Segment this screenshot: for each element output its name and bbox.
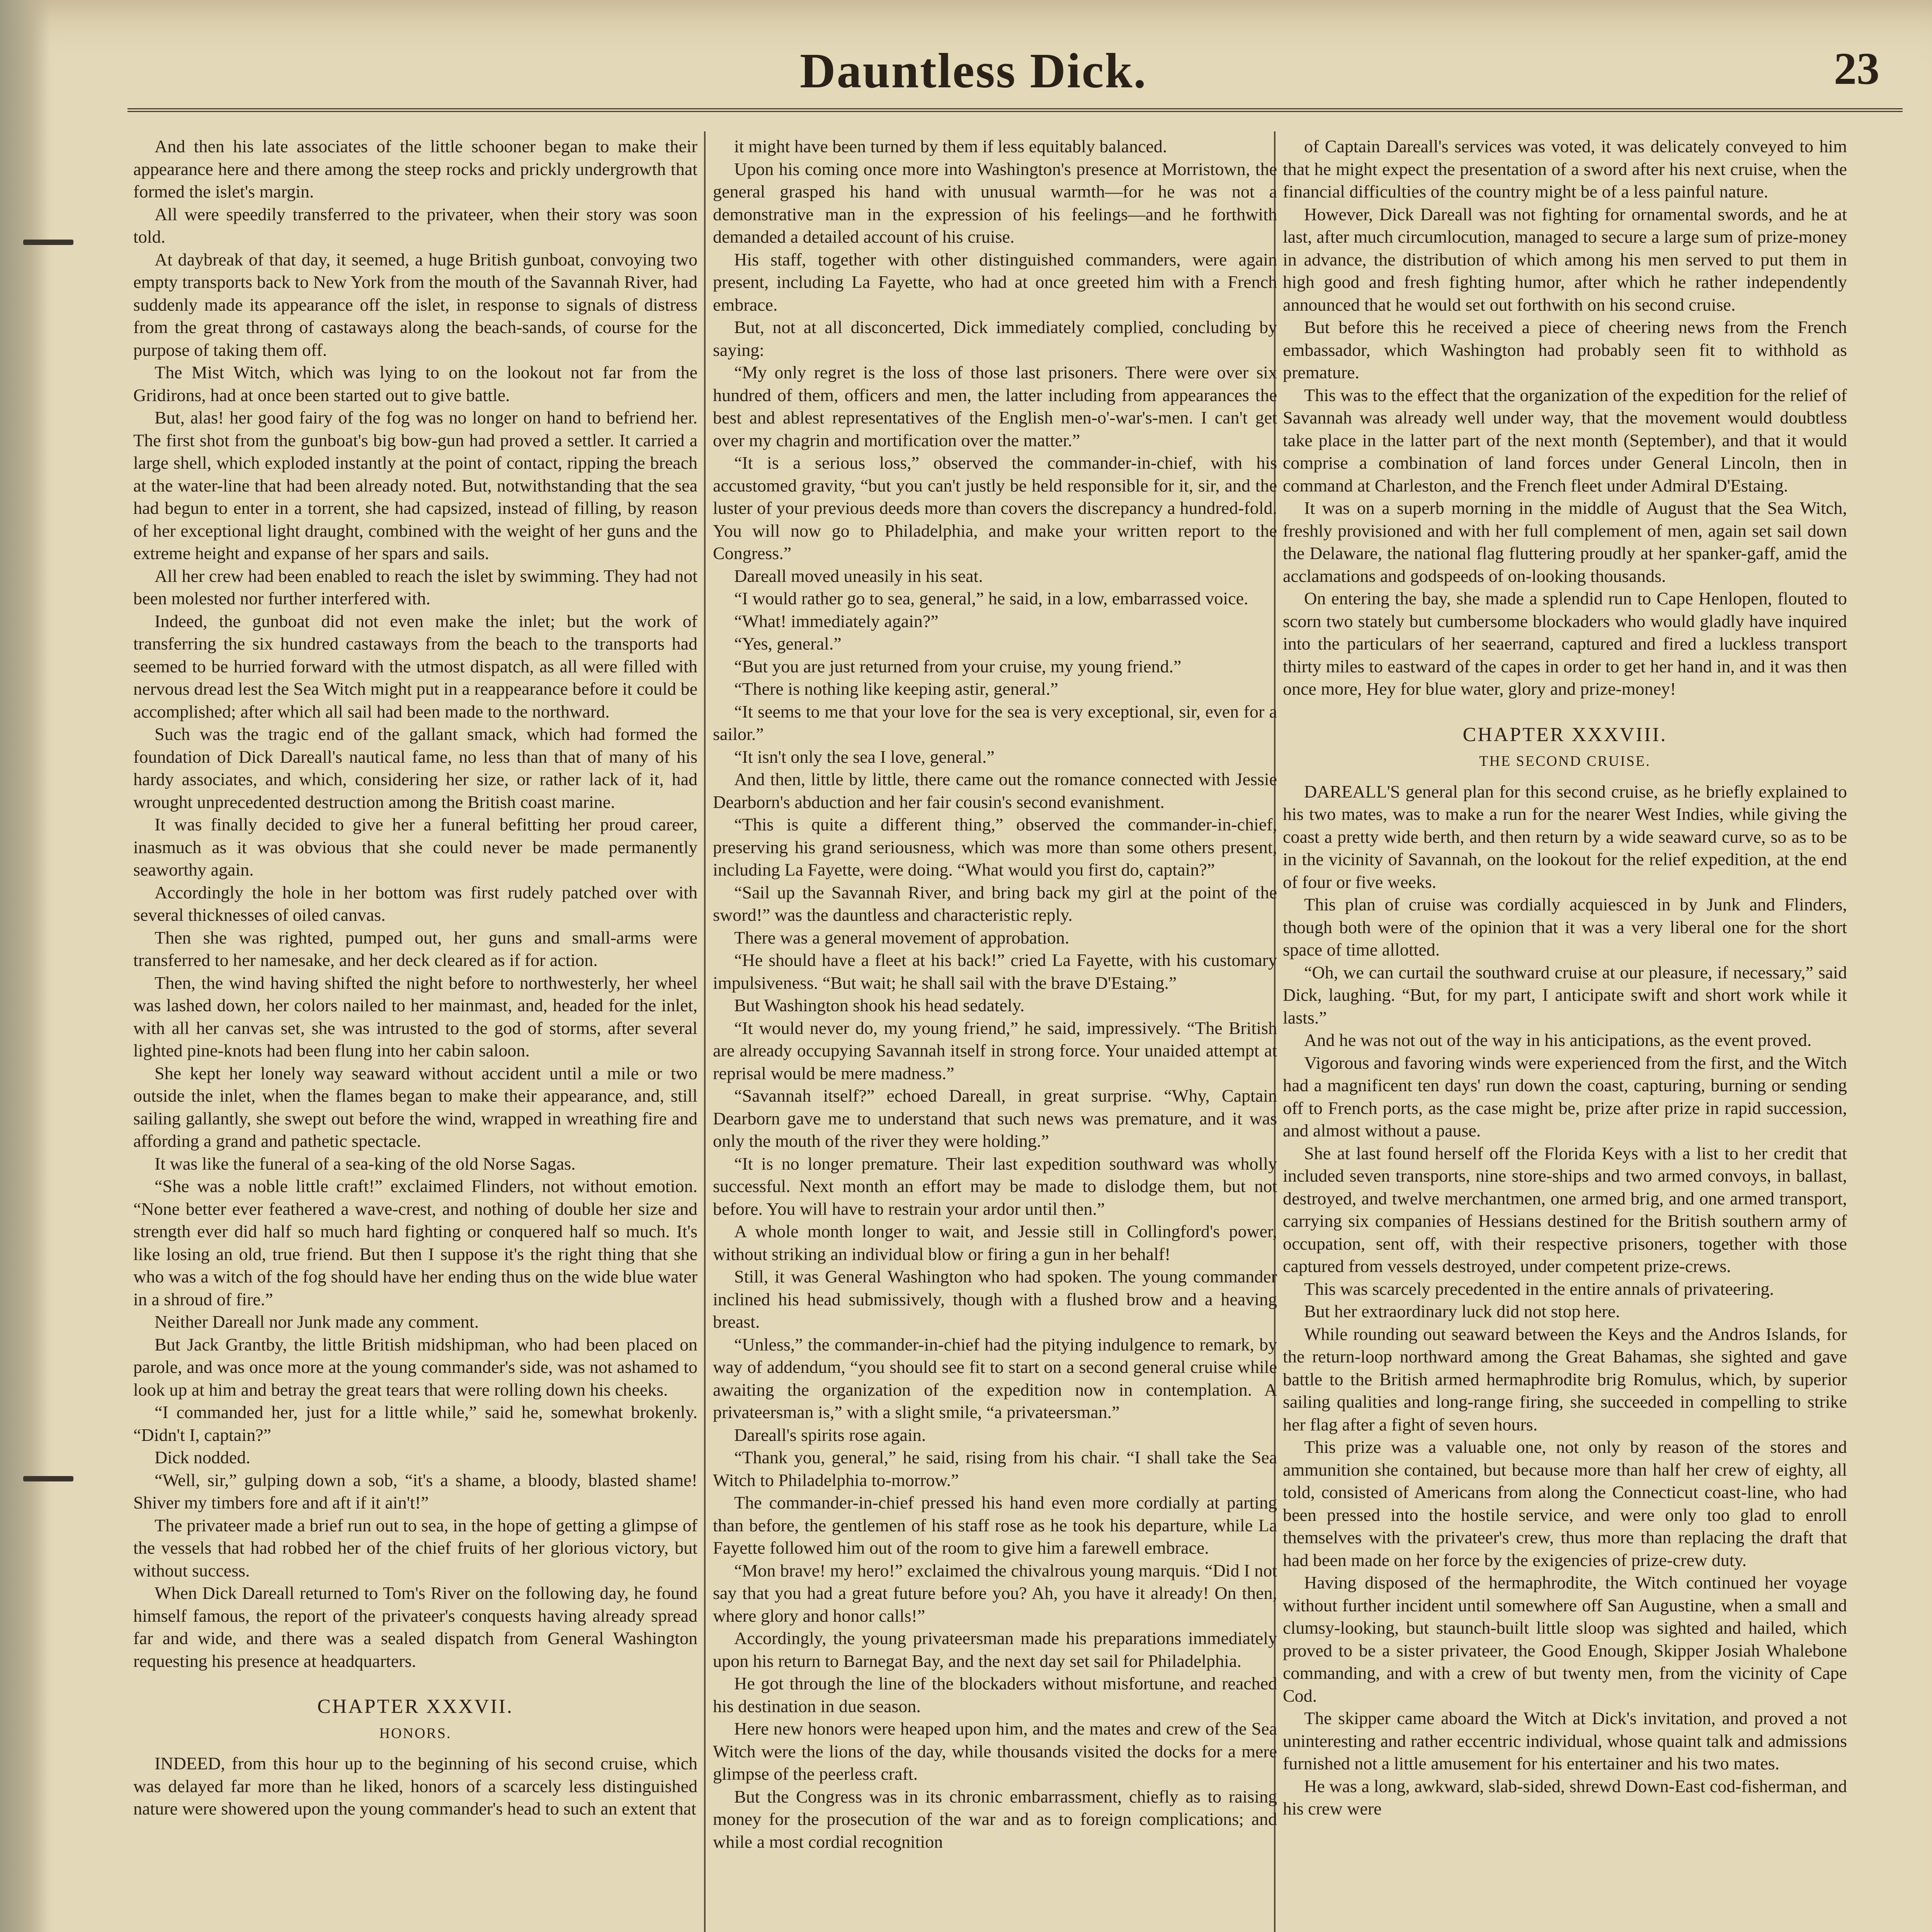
paragraph: “Mon brave! my hero!” exclaimed the chivalrous young marquis. “Did I not say that you had a great future before you? Ah, you have it already! On then, where glory and honor calls!” bbox=[713, 1560, 1277, 1626]
paragraph: DAREALL'S general plan for this second cruise, as he briefly explained to his two mates, was to make a run for the nearer West Indies, while giving the coast a pretty wide berth, and then return by a wide seaward curve, so as to be in the vicinity of Savannah, on the lookout for the relief expedition, at the end of four or five weeks. bbox=[1283, 781, 1847, 892]
paragraph: it might have been turned by them if less equitably balanced. bbox=[734, 136, 1167, 156]
paragraph: At daybreak of that day, it seemed, a huge British gunboat, convoying two empty transports back to New York from the mouth of the Savannah River, had suddenly made its appearance off the islet, in response to signals of distress from the great throng of castaways along the beach-sands, of course for the purpose of taking them off. bbox=[133, 249, 697, 360]
paragraph: “Thank you, general,” he said, rising from his chair. “I shall take the Sea Witch to Philadelphia to-morrow.” bbox=[713, 1447, 1277, 1490]
text-column-2 bbox=[713, 135, 1277, 1932]
paragraph: This prize was a valuable one, not only by reason of the stores and ammunition she contained, but because more than half her crew of eighty, all told, consisted of Americans from along the Connecticut coast-line, who had been pressed into the hostile service, and were only too glad to enroll themselves with the privateer's crew, thus more than replacing the draft that had been made on her force by the exigencies of prize-crew duty. bbox=[1283, 1437, 1847, 1570]
paragraph: “This is quite a different thing,” observed the commander-in-chief, preserving his grand seriousness, which was more than some others present, including La Fayette, were doing. “What would you first do, captain?” bbox=[713, 815, 1277, 879]
page-number: 23 bbox=[1834, 43, 1879, 94]
paragraph: “But you are just returned from your cruise, my young friend.” bbox=[734, 656, 1182, 676]
paragraph: Still, it was General Washington who had spoken. The young commander inclined his head submissively, though with a flushed brow and a heaving breast. bbox=[713, 1267, 1277, 1332]
paragraph: But, not at all disconcerted, Dick immediately complied, concluding by saying: bbox=[713, 317, 1277, 360]
paragraph: Neither Dareall nor Junk made any comment. bbox=[155, 1312, 479, 1332]
paragraph: “It is a serious loss,” observed the commander-in-chief, with his accustomed gravity, “but you can't justly be held responsible for it, sir, and the luster of your previous deeds more than covers the discrepancy a hundred-fold. You will now go to Philadelphia, and make your written report to the Congress.” bbox=[713, 453, 1277, 563]
paragraph: His staff, together with other distinguished commanders, were again present, including La Fayette, who had at once greeted him with a French embrace. bbox=[713, 249, 1277, 315]
paragraph: A whole month longer to wait, and Jessie still in Collingford's power, without striking an individual blow or firing a gun in her behalf! bbox=[713, 1221, 1277, 1264]
paragraph: There was a general movement of approbation. bbox=[734, 927, 1070, 947]
paragraph: “Yes, general.” bbox=[734, 634, 842, 653]
paragraph: But before this he received a piece of cheering news from the French embassador, which Washington had probably seen fit to withhold as premature. bbox=[1283, 317, 1847, 382]
paragraph: But Washington shook his head sedately. bbox=[734, 995, 1025, 1015]
paragraph: But, alas! her good fairy of the fog was no longer on hand to befriend her. The first shot from the gunboat's big bow-gun had proved a settler. It carried a large shell, which exploded instantly at the point of contact, ripping the breach at the water-line that had been already noted. But, notwithstanding that the sea had begun to enter in a torrent, she had capsized, instead of filling, by reason of her exceptional light draught, combined with the weight of her guns and the extreme height and expanse of her spars and sails. bbox=[133, 408, 697, 563]
paragraph: All were speedily transferred to the privateer, when their story was soon told. bbox=[133, 204, 697, 247]
paragraph: Here new honors were heaped upon him, and the mates and crew of the Sea Witch were the lions of the day, while thousands visited the docks for a mere glimpse of the peerless craft. bbox=[713, 1719, 1277, 1784]
paragraph: The skipper came aboard the Witch at Dick's invitation, and proved a not uninteresting and rather eccentric individual, whose quaint talk and admissions furnished not a little amusement for his entertainer and his two mates. bbox=[1283, 1708, 1847, 1773]
paragraph: “I commanded her, just for a little while,” said he, somewhat brokenly. “Didn't I, captain?” bbox=[133, 1402, 697, 1445]
binding-edge bbox=[0, 0, 50, 1932]
paragraph: Such was the tragic end of the gallant smack, which had formed the foundation of Dick Dareall's nautical fame, no less than that of many of his hardy associates, and which, considering her size, or rather lack of it, had wrought unprecedented destruction among the British coast marine. bbox=[133, 724, 697, 812]
paragraph: “Savannah itself?” echoed Dareall, in great surprise. “Why, Captain Dearborn gave me to understand that such news was premature, and it was only the mouth of the river they were holding.” bbox=[713, 1086, 1277, 1151]
paragraph: of Captain Dareall's services was voted, it was delicately conveyed to him that he might expect the presentation of a sword after his next cruise, when the financial difficulties of the country might be of a less painful nature. bbox=[1283, 136, 1847, 201]
paragraph: It was on a superb morning in the middle of August that the Sea Witch, freshly provisioned and with her full complement of men, again set sail down the Delaware, the national flag fluttering proudly at her spanker-gaff, amid the acclamations and godspeeds of on-looking thousands. bbox=[1283, 498, 1847, 586]
page-header bbox=[128, 23, 1903, 112]
paragraph: This was scarcely precedented in the entire annals of privateering. bbox=[1304, 1279, 1774, 1299]
paragraph: However, Dick Dareall was not fighting for ornamental swords, and he at last, after much circumlocution, managed to secure a large sum of prize-money in advance, the distribution of which among his men served to put them in high good and fresh fighting humor, after which he rather independently announced that he would set out forthwith on his second cruise. bbox=[1283, 204, 1847, 315]
paragraph: The Mist Witch, which was lying to on the lookout not far from the Gridirons, had at once been started out to give battle. bbox=[133, 362, 697, 405]
paragraph: “My only regret is the loss of those last prisoners. There were over six hundred of them, officers and men, the latter including from appearances the best and ablest representatives of the English men-o'-war's-men. I can't get over my chagrin and mortification over the matter.” bbox=[713, 362, 1277, 450]
text-column-3 bbox=[1283, 135, 1847, 1932]
paragraph: She kept her lonely way seaward without accident until a mile or two outside the inlet, when the flames began to make their appearance, and, still sailing gallantly, she swept out before the wind, wrapped in wreathing fire and affording a grand and pathetic spectacle. bbox=[133, 1063, 697, 1151]
paragraph: “He should have a fleet at his back!” cried La Fayette, with his customary impulsiveness. “But wait; he shall sail with the brave D'Estaing.” bbox=[713, 950, 1277, 993]
paragraph: “It would never do, my young friend,” he said, impressively. “The British are already occupying Savannah itself in strong force. Your unaided attempt at reprisal would be mere madness.” bbox=[713, 1018, 1277, 1083]
paragraph: “She was a noble little craft!” exclaimed Flinders, not without emotion. “None better ever feathered a wave-crest, and nothing of double her size and strength ever did half so much hard fighting or conquered half so much. It's like losing an old, true friend. But then I suppose it's the right thing that she who was a witch of the fog should have her ending thus on the wide blue water in a shroud of fire.” bbox=[133, 1176, 697, 1309]
paragraph: Indeed, the gunboat did not even make the inlet; but the work of transferring the six hundred castaways from the beach to the transports had seemed to be hurried forward with the utmost dispatch, as all were filled with nervous dread lest the Sea Witch might put in a reappearance before it could be accomplished; after which all sail had been made to the northward. bbox=[133, 611, 697, 721]
paragraph: “It is no longer premature. Their last expedition southward was wholly successful. Next month an effort may be made to dislodge them, but not before. You will have to restrain your ardor until then.” bbox=[713, 1153, 1277, 1219]
paragraph: “There is nothing like keeping astir, general.” bbox=[734, 679, 1058, 699]
paragraph: And he was not out of the way in his anticipations, as the event proved. bbox=[1304, 1030, 1812, 1050]
paragraph: And then his late associates of the little schooner began to make their appearance here and there among the steep rocks and prickly undergrowth that formed the islet's margin. bbox=[133, 136, 697, 201]
paragraph: The privateer made a brief run out to sea, in the hope of getting a glimpse of the vessels that had robbed her of the chief fruits of her glorious victory, but without success. bbox=[133, 1515, 697, 1580]
paragraph: “What! immediately again?” bbox=[734, 611, 939, 631]
paragraph: All her crew had been enabled to reach the islet by swimming. They had not been molested nor further interfered with. bbox=[133, 566, 697, 608]
paragraph: Dareall's spirits rose again. bbox=[734, 1425, 926, 1445]
paragraph: “Sail up the Savannah River, and bring back my girl at the point of the sword!” was the dauntless and characteristic reply. bbox=[713, 882, 1277, 925]
paragraph: Dareall moved uneasily in his seat. bbox=[734, 566, 983, 586]
paragraph: Upon his coming once more into Washington's presence at Morristown, the general grasped his hand with unusual warmth—for he was not a demonstrative man in the expression of his feelings—and he forthwith demanded a detailed account of his cruise. bbox=[713, 159, 1277, 247]
paragraph: It was finally decided to give her a funeral befitting her proud career, inasmuch as it was obvious that she could never be made permanently seaworthy again. bbox=[133, 815, 697, 879]
paragraph: Dick nodded. bbox=[155, 1447, 250, 1467]
paragraph: While rounding out seaward between the Keys and the Andros Islands, for the return-loop northward among the Great Bahamas, she sighted and gave battle to the British armed hermaphrodite brig Romulus, which, by superior sailing qualities and long-range firing, she succeeded in compelling to strike her flag after a fight of seven hours. bbox=[1283, 1324, 1847, 1434]
paragraph: But Jack Grantby, the little British midshipman, who had been placed on parole, and was once more at the young commander's side, was not ashamed to look up at him and betray the great tears that were rolling down his cheeks. bbox=[133, 1334, 697, 1400]
paragraph: But the Congress was in its chronic embarrassment, chiefly as to raising money for the prosecution of the war and as to foreign complications; and while a most cordial recognition bbox=[713, 1786, 1277, 1852]
paragraph: This plan of cruise was cordially acquiesced in by Junk and Flinders, though both were of the opinion that it was a very liberal one for the short space of time allotted. bbox=[1283, 895, 1847, 959]
running-title: Dauntless Dick. bbox=[800, 43, 1147, 98]
paragraph: And then, little by little, there came out the romance connected with Jessie Dearborn's abduction and her fair cousin's second evanishment. bbox=[713, 769, 1277, 812]
paragraph: “It seems to me that your love for the sea is very exceptional, sir, even for a sailor.” bbox=[713, 701, 1277, 744]
column-rule bbox=[704, 131, 706, 1932]
paragraph: It was like the funeral of a sea-king of the old Norse Sagas. bbox=[155, 1153, 576, 1173]
staple bbox=[23, 1476, 73, 1481]
paragraph: Accordingly, the young privateersman made his preparations immediately upon his return to Barnegat Bay, and the next day set sail for Philadelphia. bbox=[713, 1628, 1277, 1671]
text-column-1 bbox=[133, 135, 697, 1932]
paragraph: She at last found herself off the Florida Keys with a list to her credit that included seven transports, nine store-ships and two armed convoys, in ballast, destroyed, and twelve merchantmen, one armed brig, and one armed transport, carrying six companies of Hessians destined for the British southern army of occupation, sent off, with their respective prisoners, together with those captured from vessels destroyed, under competent prize-crews. bbox=[1283, 1143, 1847, 1276]
paragraph: “Oh, we can curtail the southward cruise at our pleasure, if necessary,” said Dick, laughing. “But, for my part, I anticipate swift and short work while it lasts.” bbox=[1283, 962, 1847, 1027]
paragraph: INDEED, from this hour up to the beginning of his second cruise, which was delayed far more than he liked, honors of a scarcely less distinguished nature were showered upon the young commander's head to such an extent that bbox=[133, 1753, 697, 1818]
paragraph: He got through the line of the blockaders without misfortune, and reached his destination in due season. bbox=[713, 1673, 1277, 1716]
chapter-subtitle: HONORS. bbox=[379, 1725, 452, 1742]
paragraph: When Dick Dareall returned to Tom's River on the following day, he found himself famous, the report of the privateer's conquests having already spread far and wide, and there was a sealed dispatch from General Washington requesting his presence at headquarters. bbox=[133, 1583, 697, 1671]
paragraph: Vigorous and favoring winds were experienced from the first, and the Witch had a magnificent ten days' run down the coast, capturing, burning or sending off to French ports, as the case might be, prize after prize in rapid succession, and almost without a pause. bbox=[1283, 1053, 1847, 1140]
paragraph: Then, the wind having shifted the night before to northwesterly, her wheel was lashed down, her colors nailed to her mainmast, and, headed for the inlet, with all her canvas set, she was intrusted to the god of storms, after several lighted pine-knots had been flung into her cabin saloon. bbox=[133, 973, 697, 1060]
chapter-heading: CHAPTER XXXVII. bbox=[317, 1696, 514, 1718]
paragraph: This was to the effect that the organization of the expedition for the relief of Savannah was already well under way, that the movement would doubtless take place in the latter part of the next month (September), and that it would comprise a combination of land forces under General Lincoln, then in command at Charleston, and the French fleet under Admiral D'Estaing. bbox=[1283, 385, 1847, 495]
paragraph: On entering the bay, she made a splendid run to Cape Henlopen, flouted to scorn two stately but cumbersome blockaders who would gladly have inquired into the particulars of her seaerrand, captured and fired a luckless transport thirty miles to eastward of the capes in order to get her hand in, and it was then once more, Hey for blue water, glory and prize-money! bbox=[1283, 588, 1847, 699]
staple bbox=[23, 240, 73, 245]
paragraph: “It isn't only the sea I love, general.” bbox=[734, 747, 995, 767]
chapter-subtitle: THE SECOND CRUISE. bbox=[1479, 753, 1651, 769]
chapter-heading: CHAPTER XXXVIII. bbox=[1463, 723, 1667, 746]
paragraph: Having disposed of the hermaphrodite, the Witch continued her voyage without further incident until somewhere off San Augustine, when a small and clumsy-looking, but staunch-built little sloop was sighted and hailed, which proved to be a sister privateer, the Good Enough, Skipper Josiah Whalebone commanding, and with a crew of but twenty men, from the vicinity of Cape Cod. bbox=[1283, 1573, 1847, 1706]
paragraph: But her extraordinary luck did not stop here. bbox=[1304, 1301, 1620, 1321]
paragraph: The commander-in-chief pressed his hand even more cordially at parting than before, the gentlemen of his staff rose as he took his departure, while La Fayette followed him out of the room to give him a farewell embrace. bbox=[713, 1493, 1277, 1558]
paragraph: “Unless,” the commander-in-chief had the pitying indulgence to remark, by way of addendum, “you should see fit to start on a second general cruise while awaiting the organization of the expedition now in contemplation. A privateersman is,” with a slight smile, “a privateersman.” bbox=[713, 1334, 1277, 1422]
paragraph: Accordingly the hole in her bottom was first rudely patched over with several thicknesses of oiled canvas. bbox=[133, 882, 697, 925]
paragraph: “I would rather go to sea, general,” he said, in a low, embarrassed voice. bbox=[734, 588, 1248, 608]
paragraph: Then she was righted, pumped out, her guns and small-arms were transferred to her namesake, and her deck cleared as if for action. bbox=[133, 927, 697, 970]
paragraph: “Well, sir,” gulping down a sob, “it's a shame, a bloody, blasted shame! Shiver my timbers fore and aft if it ain't!” bbox=[133, 1470, 697, 1512]
paragraph: He was a long, awkward, slab-sided, shrewd Down-East cod-fisherman, and his crew were bbox=[1283, 1776, 1847, 1818]
